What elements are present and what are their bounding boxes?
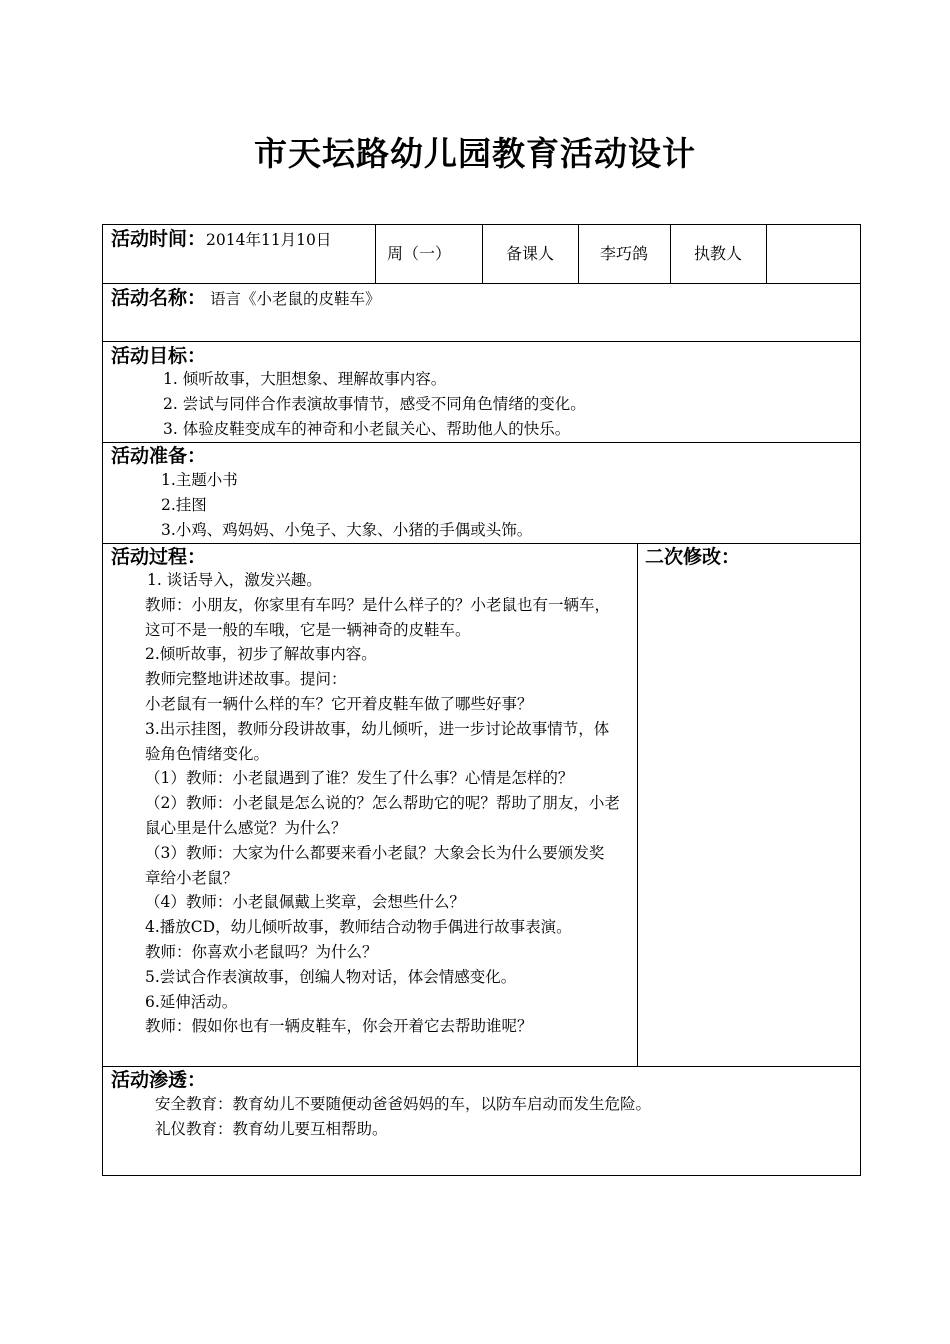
row-divider [103, 283, 860, 284]
column-divider [637, 543, 638, 1066]
row-divider [103, 341, 860, 342]
process-line: 小老鼠有一辆什么样的车？它开着皮鞋车做了哪些好事？ [145, 695, 533, 713]
row-divider [103, 1066, 860, 1067]
goal-item: 2. 尝试与同伴合作表演故事情节，感受不同角色情绪的变化。 [163, 395, 586, 413]
process-line: 验角色情绪变化。 [145, 744, 270, 763]
process-line: （1）教师：小老鼠遇到了谁？发生了什么事？心情是怎样的？ [145, 769, 574, 788]
preparer-value: 李巧鸽 [599, 244, 648, 263]
process-line: （4）教师：小老鼠佩戴上奖章，会想些什么？ [145, 893, 465, 912]
goals-label: 活动目标： [111, 345, 207, 367]
activity-time-value: 2014年11月10日 [206, 231, 332, 249]
activity-name-label: 活动名称： [111, 287, 207, 309]
preparation-label: 活动准备： [111, 445, 207, 467]
goal-item: 3. 体验皮鞋变成车的神奇和小老鼠关心、帮助他人的快乐。 [163, 420, 571, 438]
process-line: 2.倾听故事，初步了解故事内容。 [145, 645, 377, 664]
infiltration-label: 活动渗透： [111, 1069, 207, 1091]
activity-design-table [102, 224, 861, 1176]
document-title: 市天坛路幼儿园教育活动设计 [254, 134, 696, 173]
process-line: 4.播放CD，幼儿倾听故事，教师结合动物手偶进行故事表演。 [145, 918, 572, 937]
process-line: 6.延伸活动。 [145, 992, 238, 1011]
infiltration-item: 礼仪教育：教育幼儿要互相帮助。 [155, 1120, 388, 1138]
infiltration-item: 安全教育：教育幼儿不要随便动爸爸妈妈的车，以防车启动而发生危险。 [155, 1095, 652, 1113]
process-line: 教师：假如你也有一辆皮鞋车，你会开着它去帮助谁呢？ [145, 1017, 533, 1036]
revision-label: 二次修改： [645, 546, 741, 568]
process-line: 1. 谈话导入，激发兴趣。 [147, 571, 322, 589]
process-line: 3.出示挂图，教师分段讲故事，幼儿倾听，进一步讨论故事情节，体 [145, 719, 610, 738]
row-divider [103, 442, 860, 443]
process-line: （2）教师：小老鼠是怎么说的？怎么帮助它的呢？帮助了朋友，小老 [145, 794, 620, 813]
process-line: 教师：你喜欢小老鼠吗？为什么？ [145, 943, 378, 961]
process-label: 活动过程： [111, 546, 207, 568]
column-divider [766, 225, 767, 283]
process-line: 鼠心里是什么感觉？为什么？ [145, 819, 347, 837]
activity-name-value: 语言《小老鼠的皮鞋车》 [210, 290, 381, 308]
activity-name-cell [111, 286, 381, 310]
preparation-item: 3.小鸡、鸡妈妈、小兔子、大象、小猪的手偶或头饰。 [161, 521, 533, 539]
process-line: 这可不是一般的车哦，它是一辆神奇的皮鞋车。 [145, 620, 471, 639]
process-line: 教师：小朋友，你家里有车吗？是什么样子的？小老鼠也有一辆车， [145, 595, 611, 614]
preparation-item: 2.挂图 [161, 496, 207, 514]
preparer-label: 备课人 [505, 244, 554, 263]
process-line: 章给小老鼠？ [145, 868, 239, 887]
process-line: （3）教师：大家为什么都要来看小老鼠？大象会长为什么要颁发奖 [145, 843, 605, 862]
process-line: 教师完整地讲述故事。提问： [145, 670, 347, 689]
row-divider [103, 543, 860, 544]
process-line: 5.尝试合作表演故事，创编人物对话，体会情感变化。 [145, 967, 517, 986]
goal-item: 1. 倾听故事，大胆想象、理解故事内容。 [163, 370, 447, 388]
weekday: 周（一） [386, 244, 451, 263]
teacher-label: 执教人 [693, 244, 742, 263]
activity-time-cell [111, 227, 331, 251]
activity-time-label: 活动时间： [111, 228, 207, 250]
preparation-item: 1.主题小书 [161, 471, 238, 489]
